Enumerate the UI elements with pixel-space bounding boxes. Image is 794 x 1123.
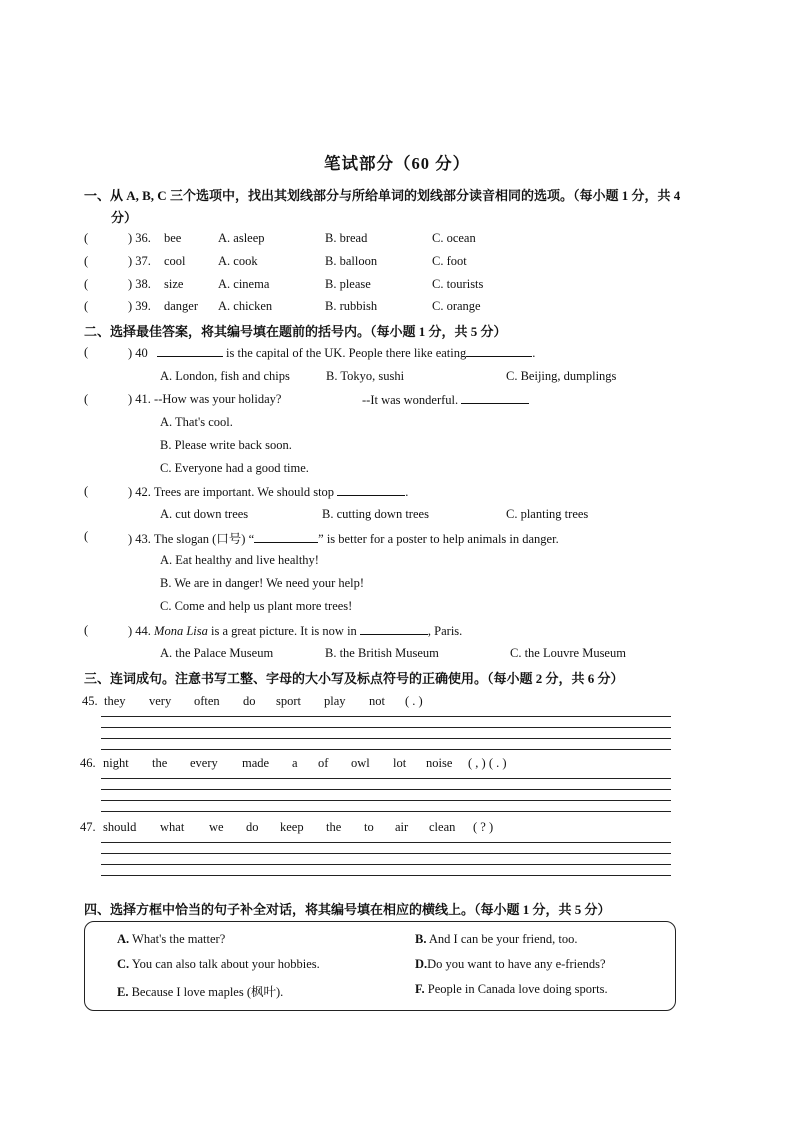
question-number: 47. — [80, 820, 96, 834]
scrambled-word: ( ? ) — [473, 820, 494, 834]
page-title: 笔试部分（60 分） — [323, 154, 471, 173]
scrambled-word: clean — [429, 820, 456, 834]
question-number: ) 41. — [128, 392, 151, 406]
section4-heading: 四、选择方框中恰当的句子补全对话，将其编号填在相应的横线上。（每小题 1 分，共 5 分） — [84, 902, 611, 917]
scrambled-word: do — [246, 820, 259, 834]
reply-text — [362, 392, 529, 408]
option-b: B. please — [325, 277, 371, 291]
option-b: B. bread — [325, 231, 368, 245]
answer-blank[interactable] — [254, 531, 318, 543]
option-text: You can also talk about your hobbies. — [129, 957, 320, 971]
answer-paren[interactable]: ( — [84, 299, 89, 313]
option-c: C. Beijing, dumplings — [506, 369, 617, 383]
scrambled-word: very — [149, 694, 172, 708]
option-a: A. London, fish and chips — [160, 369, 290, 383]
option-b: B. cutting down trees — [322, 507, 429, 521]
question-number: ) 39. — [128, 299, 151, 313]
question-text-end: , Paris. — [427, 624, 463, 638]
scrambled-word: of — [318, 756, 329, 770]
option-c: C. tourists — [432, 277, 484, 291]
question-number: ) 40 — [128, 346, 148, 360]
option-key: A. — [117, 932, 130, 946]
answer-writing-lines[interactable] — [101, 778, 671, 822]
question-40 — [128, 345, 535, 361]
scrambled-word: should — [103, 820, 137, 834]
question-number: 45. — [82, 694, 98, 708]
option-key: C. — [117, 957, 130, 971]
section1-heading-cont: 分） — [111, 210, 138, 225]
scrambled-word: made — [242, 756, 270, 770]
option-text: People in Canada love doing sports. — [424, 982, 608, 996]
question-41 — [128, 392, 281, 407]
box-option-b — [415, 932, 577, 947]
box-option-f — [415, 982, 608, 997]
scrambled-word: play — [324, 694, 346, 708]
option-c: C. planting trees — [506, 507, 589, 521]
scrambled-word: lot — [393, 756, 407, 770]
scrambled-word: night — [103, 756, 129, 770]
option-c: C. the Louvre Museum — [510, 646, 626, 660]
option-a: A. the Palace Museum — [160, 646, 274, 660]
reply-label: --It was wonderful. — [362, 393, 459, 407]
section1-heading: 一、从 A, B, C 三个选项中，找出其划线部分与所给单词的划线部分读音相同的选项。（每小题 1 分，共 4 — [84, 188, 681, 203]
option-b: B. Please write back soon. — [160, 438, 292, 452]
scrambled-word: owl — [351, 756, 370, 770]
option-a: A. Eat healthy and live healthy! — [160, 553, 319, 567]
question-number: ) 38. — [128, 277, 151, 291]
box-option-e — [117, 982, 283, 1000]
scrambled-word: do — [243, 694, 256, 708]
scrambled-word: what — [160, 820, 185, 834]
option-b: B. We are in danger! We need your help! — [160, 576, 365, 590]
option-b: B. balloon — [325, 254, 378, 268]
section2-heading: 二、选择最佳答案，将其编号填在题前的括号内。（每小题 1 分，共 5 分） — [84, 324, 507, 339]
scrambled-word: sport — [276, 694, 301, 708]
answer-paren[interactable]: ( — [84, 277, 89, 291]
option-c: C. Come and help us plant more trees! — [160, 599, 353, 613]
option-c: C. orange — [432, 299, 481, 313]
scrambled-word: noise — [426, 756, 453, 770]
question-number: ) 37. — [128, 254, 151, 268]
question-text: is a great picture. It is now in — [207, 624, 357, 638]
option-a: A. cinema — [218, 277, 270, 291]
answer-blank[interactable] — [157, 345, 223, 357]
question-text: --How was your holiday? — [154, 392, 282, 406]
option-c: C. foot — [432, 254, 467, 268]
punctuation: . — [405, 485, 409, 499]
question-number: ) 36. — [128, 231, 151, 245]
option-key: F. — [415, 982, 425, 996]
given-word: cool — [164, 254, 186, 268]
answer-writing-lines[interactable] — [101, 842, 671, 886]
option-key: D. — [415, 957, 428, 971]
option-key: B. — [415, 932, 427, 946]
answer-paren[interactable]: ( — [84, 345, 89, 359]
question-text-end: ” is better for a poster to help animals in danger. — [318, 532, 559, 546]
answer-paren[interactable]: ( — [84, 392, 89, 406]
answer-paren[interactable]: ( — [84, 529, 89, 543]
answer-paren[interactable]: ( — [84, 231, 89, 245]
option-text: Do you want to have any e-friends? — [427, 957, 606, 971]
option-c: C. Everyone had a good time. — [160, 461, 309, 475]
box-option-c — [117, 957, 320, 972]
option-a: A. asleep — [218, 231, 265, 245]
question-text: The slogan (口号) “ — [153, 532, 255, 546]
answer-paren[interactable]: ( — [84, 484, 89, 498]
scrambled-word: every — [190, 756, 218, 770]
option-a: A. cut down trees — [160, 507, 249, 521]
box-option-a — [117, 932, 225, 947]
scrambled-word: keep — [280, 820, 304, 834]
option-a: A. chicken — [218, 299, 273, 313]
scrambled-word: often — [194, 694, 220, 708]
option-text: What's the matter? — [129, 932, 226, 946]
option-b: B. Tokyo, sushi — [326, 369, 405, 383]
option-key: E. — [117, 985, 129, 999]
option-text: Because I love maples (枫叶). — [128, 985, 284, 999]
scrambled-word: air — [395, 820, 409, 834]
question-text: Trees are important. We should stop — [153, 485, 335, 499]
question-42 — [128, 484, 408, 500]
scrambled-word: ( . ) — [405, 694, 423, 708]
answer-blank[interactable] — [466, 345, 532, 357]
question-text: is the capital of the UK. People there like eating — [222, 346, 467, 360]
artwork-title: Mona Lisa — [154, 624, 208, 638]
answer-writing-lines[interactable] — [101, 716, 671, 760]
box-option-d — [415, 957, 606, 972]
answer-blank[interactable] — [461, 392, 529, 404]
scrambled-word: the — [326, 820, 342, 834]
punctuation: . — [532, 346, 536, 360]
scrambled-word: to — [364, 820, 374, 834]
answer-blank[interactable] — [337, 484, 405, 496]
answer-paren[interactable]: ( — [84, 623, 89, 637]
scrambled-word: they — [104, 694, 126, 708]
scrambled-word: we — [209, 820, 224, 834]
option-a: A. That's cool. — [160, 415, 233, 429]
option-c: C. ocean — [432, 231, 476, 245]
given-word: size — [164, 277, 184, 291]
options-box — [84, 921, 676, 1011]
scrambled-word: not — [369, 694, 385, 708]
question-number: 46. — [80, 756, 96, 770]
scrambled-word: ( , ) ( . ) — [468, 756, 507, 770]
question-43 — [128, 529, 559, 547]
question-44 — [128, 623, 462, 639]
answer-blank[interactable] — [360, 623, 428, 635]
question-number: ) 43. — [128, 532, 151, 546]
option-b: B. rubbish — [325, 299, 378, 313]
option-text: And I can be your friend, too. — [426, 932, 578, 946]
section3-heading: 三、连词成句。注意书写工整、字母的大小写及标点符号的正确使用。（每小题 2 分，共 6 分） — [84, 671, 624, 686]
scrambled-word: the — [152, 756, 168, 770]
option-b: B. the British Museum — [325, 646, 439, 660]
question-number: ) 42. — [128, 485, 151, 499]
question-number: ) 44. — [128, 624, 151, 638]
given-word: bee — [164, 231, 182, 245]
option-a: A. cook — [218, 254, 258, 268]
given-word: danger — [164, 299, 199, 313]
scrambled-word: a — [292, 756, 298, 770]
answer-paren[interactable]: ( — [84, 254, 89, 268]
